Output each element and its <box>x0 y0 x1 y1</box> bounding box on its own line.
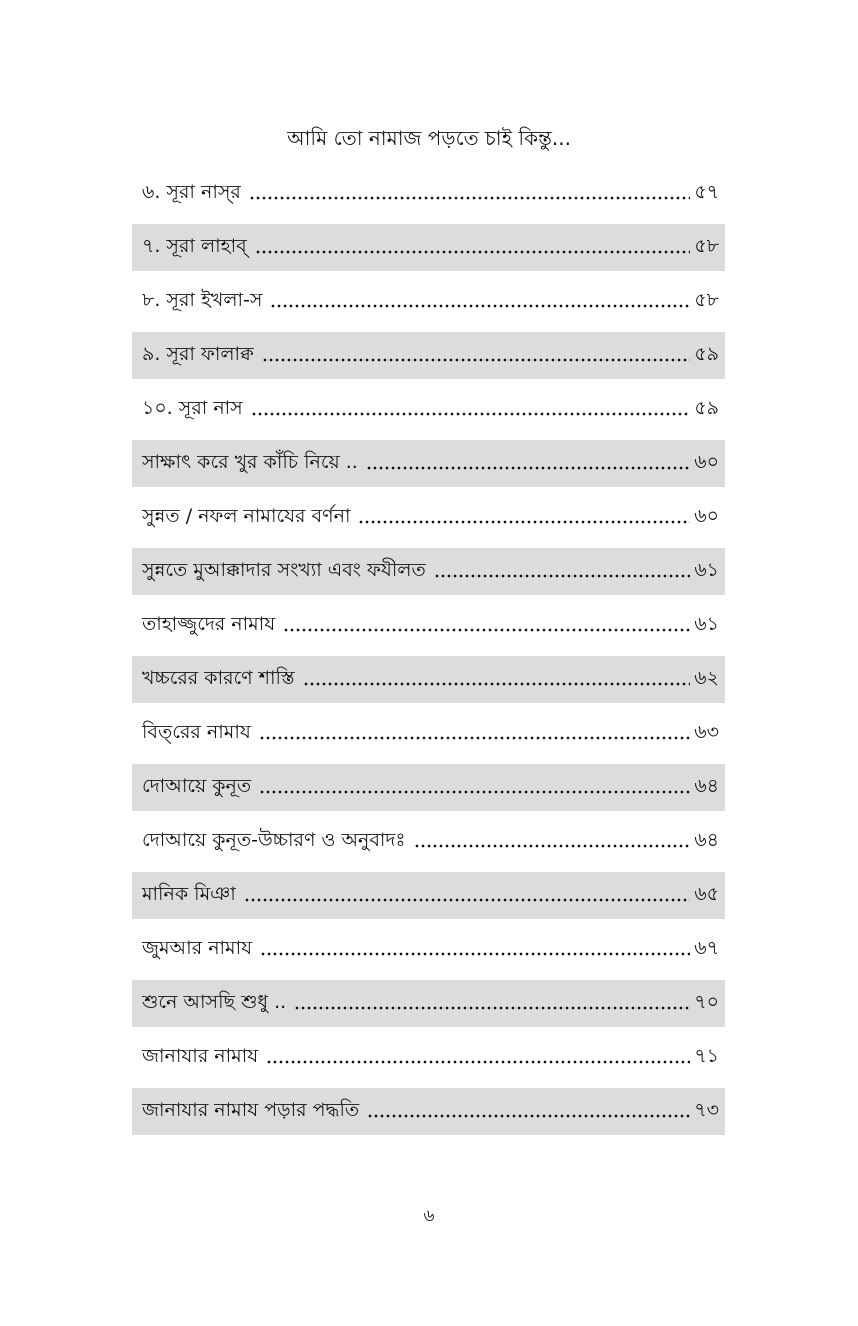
dot-leader <box>294 1006 690 1010</box>
toc-entry-title: ৬. সূরা নাস্‌র <box>142 180 241 203</box>
toc-entry[interactable] <box>132 494 725 541</box>
toc-entry-page: ৬০ <box>694 450 719 473</box>
toc-entry-page: ৬৭ <box>694 936 719 959</box>
toc-entry-page: ৬১ <box>694 612 719 635</box>
toc-entry-page: ৭০ <box>694 990 719 1013</box>
dot-leader <box>270 304 690 308</box>
toc-entry-page: ৬৩ <box>694 720 719 743</box>
toc-entry[interactable] <box>132 224 725 271</box>
toc-entry-title: দোআয়ে কুনূত-উচ্চারণ ও অনুবাদঃ <box>142 828 406 851</box>
toc-entry-title: ১০. সূরা নাস <box>142 396 243 419</box>
toc-entry[interactable] <box>132 1034 725 1081</box>
toc-entry-page: ৭৩ <box>694 1098 719 1121</box>
toc-entry-title: জানাযার নামায পড়ার পদ্ধতি <box>142 1098 360 1121</box>
toc-entry-page: ৫৯ <box>694 396 719 419</box>
dot-leader <box>283 628 690 632</box>
toc-entry-title: সুন্নত / নফল নামাযের বর্ণনা <box>142 504 351 527</box>
toc-entry-page: ৫৯ <box>694 342 719 365</box>
dot-leader <box>249 196 690 200</box>
dot-leader <box>262 358 691 362</box>
toc-entry-page: ৬০ <box>694 504 719 527</box>
page-number: ৬ <box>423 1206 435 1226</box>
toc-entry-page: ৬৪ <box>694 828 719 851</box>
toc-entry-title: ৭. সূরা লাহাব্ <box>142 234 247 257</box>
toc-entry-title: জুমআর নামায <box>142 936 253 959</box>
dot-leader <box>358 520 690 524</box>
toc-entry[interactable] <box>132 548 725 595</box>
toc-entry[interactable] <box>132 602 725 649</box>
toc-entry-title: বিত্‌রের নামায <box>142 720 251 743</box>
dot-leader <box>434 574 691 578</box>
running-header: আমি তো নামাজ পড়তে চাই কিন্তু... <box>287 126 571 150</box>
toc-entry-title: মানিক মিঞা <box>142 882 236 905</box>
toc-entry[interactable] <box>132 1088 725 1135</box>
toc-entry-page: ৬৫ <box>694 882 719 905</box>
toc-entry[interactable] <box>132 386 725 433</box>
toc-entry[interactable] <box>132 440 725 487</box>
toc-entry[interactable] <box>132 332 725 379</box>
toc-entry-page: ৬২ <box>694 666 719 689</box>
toc-entry-page: ৫৮ <box>694 234 719 257</box>
dot-leader <box>259 790 690 794</box>
toc-entry[interactable] <box>132 926 725 973</box>
dot-leader <box>259 736 691 740</box>
toc-entry[interactable] <box>132 764 725 811</box>
toc-entry[interactable] <box>132 872 725 919</box>
toc-entry[interactable] <box>132 656 725 703</box>
dot-leader <box>266 1060 690 1064</box>
toc-entry[interactable] <box>132 980 725 1027</box>
toc-entry-title: ৮. সূরা ইখলা-স <box>142 288 263 311</box>
dot-leader <box>251 412 691 416</box>
dot-leader <box>366 466 690 470</box>
toc-entry-title: দোআয়ে কুনূত <box>142 774 252 797</box>
dot-leader <box>367 1114 690 1118</box>
toc-entry-title: ৯. সূরা ফালাক্ব <box>142 342 254 365</box>
toc-entry[interactable] <box>132 710 725 757</box>
toc-entry-title: সাক্ষাৎ করে খুর কাঁচি নিয়ে .. <box>142 450 358 473</box>
toc-entry-title: সুন্নতে মুআক্কাদার সংখ্যা এবং ফযীলত <box>142 558 426 581</box>
toc-entry-page: ৬৪ <box>694 774 719 797</box>
dot-leader <box>414 844 691 848</box>
toc-entry[interactable] <box>132 278 725 325</box>
dot-leader <box>260 952 690 956</box>
toc-entry-title: খচ্চরের কারণে শাস্তি <box>142 666 295 689</box>
toc-entry-page: ৬১ <box>694 558 719 581</box>
toc-entry[interactable] <box>132 170 725 217</box>
toc-entry-page: ৭১ <box>694 1044 719 1067</box>
toc-entry[interactable] <box>132 818 725 865</box>
dot-leader <box>255 250 691 254</box>
toc-entry-title: জানাযার নামায <box>142 1044 259 1067</box>
toc-entry-page: ৫৮ <box>694 288 719 311</box>
toc-entry-title: তাহাজ্জুদের নামায <box>142 612 276 635</box>
table-of-contents <box>132 170 725 1142</box>
toc-entry-page: ৫৭ <box>694 180 719 203</box>
dot-leader <box>244 898 691 902</box>
toc-entry-title: শুনে আসছি শুধু .. <box>142 990 287 1013</box>
dot-leader <box>303 682 691 686</box>
